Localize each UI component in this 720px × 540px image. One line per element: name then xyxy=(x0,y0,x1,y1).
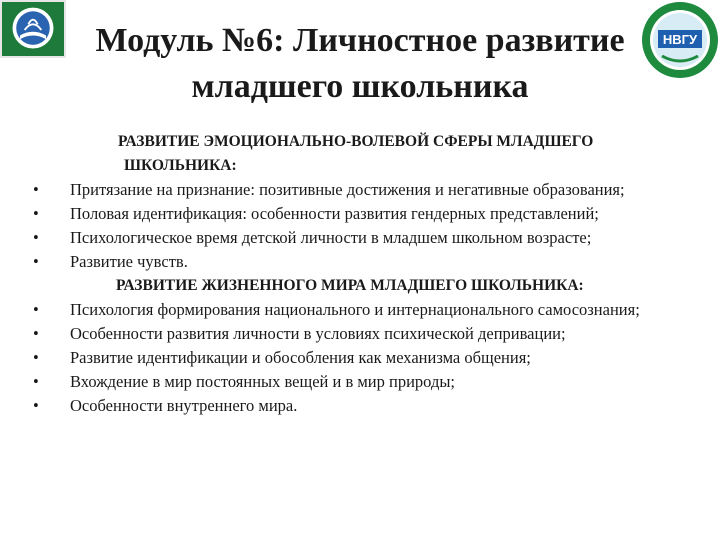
title-line-2: младшего школьника xyxy=(191,68,529,105)
list-item: • Развитие чувств. xyxy=(30,250,690,274)
slide-content xyxy=(30,130,690,418)
title-line-1: Модуль №6: Личностное развитие xyxy=(95,22,625,59)
list-item: • Психология формирования национального и интернационального самосознания; xyxy=(30,298,690,322)
life-world-list xyxy=(30,298,690,418)
list-item: • Особенности развития личности в условиях психической депривации; xyxy=(30,322,690,346)
list-item: • Половая идентификация: особенности развития гендерных представлений; xyxy=(30,202,690,226)
section-heading-line-1: РАЗВИТИЕ ЭМОЦИОНАЛЬНО-ВОЛЕВОЙ СФЕРЫ МЛАДШЕГО xyxy=(118,133,594,150)
list-item: • Вхождение в мир постоянных вещей и в мир природы; xyxy=(30,370,690,394)
list-item: • Развитие идентификации и обособления как механизма общения; xyxy=(30,346,690,370)
list-item: • Притязание на признание: позитивные достижения и негативные образования; xyxy=(30,178,690,202)
list-item: • Особенности внутреннего мира. xyxy=(30,394,690,418)
list-item: • Психологическое время детской личности в младшем школьном возрасте; xyxy=(30,226,690,250)
section-heading-emotional xyxy=(30,130,690,178)
section-heading-life-world: РАЗВИТИЕ ЖИЗНЕННОГО МИРА МЛАДШЕГО ШКОЛЬНИКА: xyxy=(116,277,584,294)
slide-title xyxy=(40,18,680,110)
section-heading-line-2: ШКОЛЬНИКА: xyxy=(124,157,237,174)
emotional-sphere-list xyxy=(30,178,690,274)
logo-right-text: НВГУ xyxy=(662,32,698,47)
